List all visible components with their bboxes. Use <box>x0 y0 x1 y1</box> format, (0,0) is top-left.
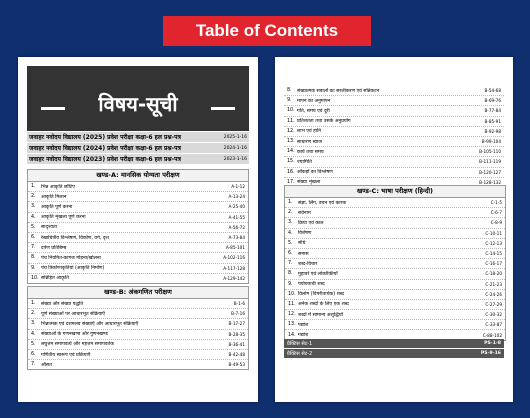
item-pages: C-27-29 <box>485 301 502 307</box>
item-label: गद्यांश <box>298 333 309 339</box>
paper-name: जवाहर नवोदय विद्यालय (2024) प्रवेश परीक्षा कक्षा-6 हल प्रश्न-पत्र <box>29 145 181 152</box>
item-label: विशेषण <box>298 231 312 237</box>
item-pages: B-7-16 <box>231 311 245 317</box>
item-number: 17. <box>287 179 295 185</box>
practice-set-pages: PS-1-8 <box>484 341 501 346</box>
item-number: 2. <box>288 210 293 216</box>
item-label: संख्या और संख्या पद्धति <box>41 301 84 307</box>
item-label: लघुत्तम समापवर्त्य और महत्तम समापवर्तक <box>41 342 114 348</box>
item-label: साधारण ब्याज <box>297 139 322 145</box>
toc-item <box>284 96 504 106</box>
item-label: पद्यांश <box>298 322 309 328</box>
toc-item <box>284 147 504 157</box>
item-number: 6. <box>31 235 36 241</box>
item-label: आँकड़ों का विश्लेषण <box>297 170 333 176</box>
toc-item <box>284 106 504 116</box>
item-number: 7. <box>31 362 36 368</box>
toc-item <box>285 239 505 249</box>
item-label: लाभ एवं हानि <box>297 129 321 135</box>
section-a-heading: खण्ड-A: मानसिक योग्यता परीक्षण <box>28 170 248 182</box>
title-decor-bar-left <box>41 107 65 110</box>
toc-item <box>28 223 248 233</box>
toc-item <box>28 264 248 274</box>
practice-set-pages: PS-9-16 <box>480 351 501 356</box>
item-label: सर्वनाम <box>298 210 311 216</box>
item-label: आकृति मिलान <box>41 194 67 200</box>
item-label: कार्य तथा समय <box>297 149 324 155</box>
toc-item <box>285 310 505 320</box>
toc-item <box>284 127 504 137</box>
item-number: 4. <box>288 230 293 236</box>
item-label: पर्यायवाची शब्द <box>298 282 325 288</box>
item-pages: A-129-142 <box>223 275 245 281</box>
toc-item <box>28 319 248 329</box>
item-number: 9. <box>31 265 36 271</box>
solved-paper-row <box>27 154 249 164</box>
item-pages: C-33-87 <box>485 322 502 328</box>
paper-pages: 2025-1-16 <box>223 134 247 140</box>
item-pages: A-41-55 <box>228 214 245 220</box>
section-c-heading: खण्ड-C: भाषा परीक्षण (हिन्दी) <box>285 186 505 198</box>
left-page <box>18 57 258 402</box>
item-label: गणितीय स्वरूप एवं प्रक्रियाएँ <box>41 352 91 358</box>
practice-set-label: प्रैक्टिस सेट-2 <box>287 350 313 357</box>
item-number: 6. <box>31 352 36 358</box>
item-pages: A-1-12 <box>231 184 245 190</box>
item-number: 7. <box>288 261 293 267</box>
solved-papers-list <box>27 132 249 165</box>
item-pages: A-56-72 <box>228 224 245 230</box>
toc-item <box>28 330 248 340</box>
item-pages: B-42-48 <box>228 352 245 358</box>
item-pages: B-92-98 <box>484 128 501 134</box>
toc-item <box>28 253 248 263</box>
item-number: 1. <box>31 301 36 307</box>
item-pages: C-21-23 <box>485 281 502 287</box>
item-pages: B-36-41 <box>228 341 245 347</box>
item-label: औसत <box>41 362 52 368</box>
practice-set-row <box>284 339 504 348</box>
item-label: दर्पण प्रतिबिम्ब <box>41 245 67 251</box>
item-number: 7. <box>31 245 36 251</box>
item-number: 12. <box>288 312 296 318</box>
item-pages: B-120-127 <box>479 169 501 175</box>
toc-item <box>285 218 505 228</box>
toc-item <box>285 290 505 300</box>
section-a <box>27 169 249 284</box>
toc-item <box>28 233 248 243</box>
toc-item <box>28 309 248 319</box>
item-number: 10. <box>288 291 296 297</box>
item-pages: B-85-91 <box>484 118 501 124</box>
paper-name: जवाहर नवोदय विद्यालय (2023) प्रवेश परीक्षा कक्षा-6 हल प्रश्न-पत्र <box>29 156 181 163</box>
item-label: भिन्नात्मक एवं दशमलव संख्याएँ और आधारभूत संक्रियाएँ <box>41 321 139 327</box>
toc-item <box>28 202 248 212</box>
toc-item <box>28 299 248 309</box>
item-pages: B-54-68 <box>484 88 501 94</box>
item-pages: C-88-102 <box>482 332 502 338</box>
item-number: 16. <box>287 169 295 175</box>
item-pages: B-69-76 <box>484 98 501 104</box>
item-pages: B-105-110 <box>479 149 501 155</box>
solved-paper-row <box>27 143 249 153</box>
toc-item <box>285 269 505 279</box>
item-number: 14. <box>287 149 295 155</box>
item-label: आकृति पूर्ण करना <box>41 204 73 210</box>
item-number: 11. <box>288 301 296 307</box>
item-pages: B-49-53 <box>228 362 245 368</box>
toc-item <box>285 300 505 310</box>
item-label: शब्द-विचार <box>298 261 318 267</box>
item-number: 13. <box>287 139 295 145</box>
title-decor-bar-right <box>211 107 235 110</box>
item-number: 10. <box>31 275 39 281</box>
item-pages: A-102-116 <box>223 255 245 261</box>
item-label: संधि <box>298 241 306 247</box>
section-b <box>27 286 249 370</box>
item-number: 1. <box>31 184 36 190</box>
solved-paper-row <box>27 132 249 142</box>
item-number: 5. <box>31 341 36 347</box>
item-number: 13. <box>288 322 296 328</box>
item-number: 8. <box>287 88 292 94</box>
item-label: आकृति शृंखला पूर्ण करना <box>41 215 86 221</box>
item-pages: C-1-5 <box>490 200 502 206</box>
item-pages: B-99-104 <box>481 139 501 145</box>
toc-item <box>28 243 248 253</box>
practice-set-label: प्रैक्टिस सेट-1 <box>287 340 313 347</box>
toc-item <box>285 198 505 208</box>
paper-name: जवाहर नवोदय विद्यालय (2025) प्रवेश परीक्षा कक्षा-6 हल प्रश्न-पत्र <box>29 134 181 141</box>
toc-item <box>285 320 505 330</box>
toc-item <box>28 213 248 223</box>
section-b-heading: खण्ड-B: अंकगणित परीक्षण <box>28 287 248 299</box>
paper-pages: 2024-1-16 <box>223 145 247 151</box>
item-number: 2. <box>31 311 36 317</box>
item-pages: A-25-40 <box>228 204 245 210</box>
item-pages: C-8-9 <box>490 220 502 226</box>
item-label: संख्यात्मक सवालों का सरलीकरण एवं सन्निकटन <box>297 88 380 94</box>
toc-item <box>28 274 248 283</box>
item-label: संख्याओं के गणनखण्ड और गुणनखण्ड <box>41 332 108 338</box>
item-label: गति, समय एवं दूरी <box>297 108 330 114</box>
item-number: 10. <box>287 108 295 114</box>
item-number: 3. <box>31 204 36 210</box>
item-label: भिन्न आकृति छाँटिए <box>41 184 75 190</box>
toc-item <box>28 350 248 360</box>
toc-item <box>284 157 504 167</box>
item-label: मुहावरे एवं लोकोक्तियाँ <box>298 271 338 277</box>
item-pages: B-77-84 <box>484 108 501 114</box>
item-pages: B-128-132 <box>479 179 501 185</box>
item-number: 8. <box>288 271 293 277</box>
item-number: 5. <box>31 224 36 230</box>
item-number: 6. <box>288 251 293 257</box>
item-pages: B-28-35 <box>228 331 245 337</box>
item-number: 1. <box>288 200 293 206</box>
item-pages: A-85-101 <box>225 245 245 251</box>
toc-item <box>284 168 504 178</box>
toc-item <box>28 192 248 202</box>
toc-item <box>28 340 248 350</box>
section-c <box>284 185 506 341</box>
item-pages: C-12-13 <box>485 240 502 246</box>
item-label: पूर्ण संख्याओं पर आधारभूत संक्रियाएँ <box>41 311 105 317</box>
item-label: मापन का अनुमापन <box>297 98 331 104</box>
item-pages: C-6-7 <box>490 210 502 216</box>
toc-item <box>284 137 504 147</box>
practice-sets <box>284 339 504 359</box>
item-label: पंच नियमित-कागज मोड़ना/खोलना <box>41 255 101 261</box>
toc-item <box>28 182 248 192</box>
toc-item <box>28 360 248 369</box>
item-label: समास <box>298 251 309 257</box>
item-number: 14. <box>288 332 296 338</box>
item-pages: C-24-26 <box>485 291 502 297</box>
item-label: विलोम (विपरीतार्थक) शब्द <box>298 292 345 298</box>
item-number: 3. <box>288 220 293 226</box>
item-label: क्रिया एवं काल <box>298 220 324 226</box>
section-b-continued <box>284 86 504 187</box>
item-number: 3. <box>31 321 36 327</box>
banner-title: Table of Contents <box>163 16 371 46</box>
item-number: 9. <box>287 98 292 104</box>
item-label: प्रतिशतता तथा उसके अनुप्रयोग <box>297 119 351 125</box>
toc-item <box>284 86 504 96</box>
item-label: सन्निहित आकृति <box>41 276 69 282</box>
item-number: 8. <box>31 255 36 261</box>
item-label: संख्या शृंखला <box>297 180 321 186</box>
item-number: 2. <box>31 194 36 200</box>
toc-item <box>284 117 504 127</box>
practice-set-row <box>284 349 504 358</box>
item-number: 4. <box>31 331 36 337</box>
item-pages: C-10-11 <box>485 230 502 236</box>
item-pages: C-14-15 <box>485 251 502 257</box>
item-pages: A-13-24 <box>228 194 245 200</box>
item-label: पंच त्रिकोणाकृतियां (आकृति निर्माण) <box>41 266 105 272</box>
item-pages: B-111-119 <box>479 159 501 165</box>
contents-title-box <box>27 66 249 131</box>
item-label: शब्दों में सामान्य अशुद्धियाँ <box>298 312 343 318</box>
item-label: रेखाचित्रीय विश्लेषण, विकोण, वर्ग, वृत्त <box>41 235 109 241</box>
toc-item <box>285 208 505 218</box>
item-label: ज्यामिति <box>297 159 312 165</box>
toc-item <box>285 249 505 259</box>
item-pages: A-117-128 <box>223 265 245 271</box>
item-label: अनेक शब्दों के लिए एक शब्द <box>298 302 349 308</box>
item-pages: B-17-27 <box>228 321 245 327</box>
toc-item <box>285 280 505 290</box>
item-number: 4. <box>31 214 36 220</box>
item-label: सादृश्यता <box>41 225 57 231</box>
item-label: संज्ञा, लिंग, वचन एवं कारक <box>298 200 347 206</box>
item-pages: B-1-6 <box>233 301 245 307</box>
toc-item <box>285 259 505 269</box>
item-number: 5. <box>288 240 293 246</box>
item-number: 9. <box>288 281 293 287</box>
item-number: 11. <box>287 118 295 124</box>
item-pages: C-16-17 <box>485 261 502 267</box>
item-pages: C-18-20 <box>485 271 502 277</box>
item-number: 15. <box>287 159 295 165</box>
item-pages: A-73-84 <box>228 235 245 241</box>
right-page <box>275 57 513 402</box>
paper-pages: 2023-1-16 <box>223 156 247 162</box>
item-number: 12. <box>287 128 295 134</box>
item-pages: C-30-32 <box>485 312 502 318</box>
contents-title: विषय-सूची <box>98 92 178 116</box>
toc-item <box>285 229 505 239</box>
